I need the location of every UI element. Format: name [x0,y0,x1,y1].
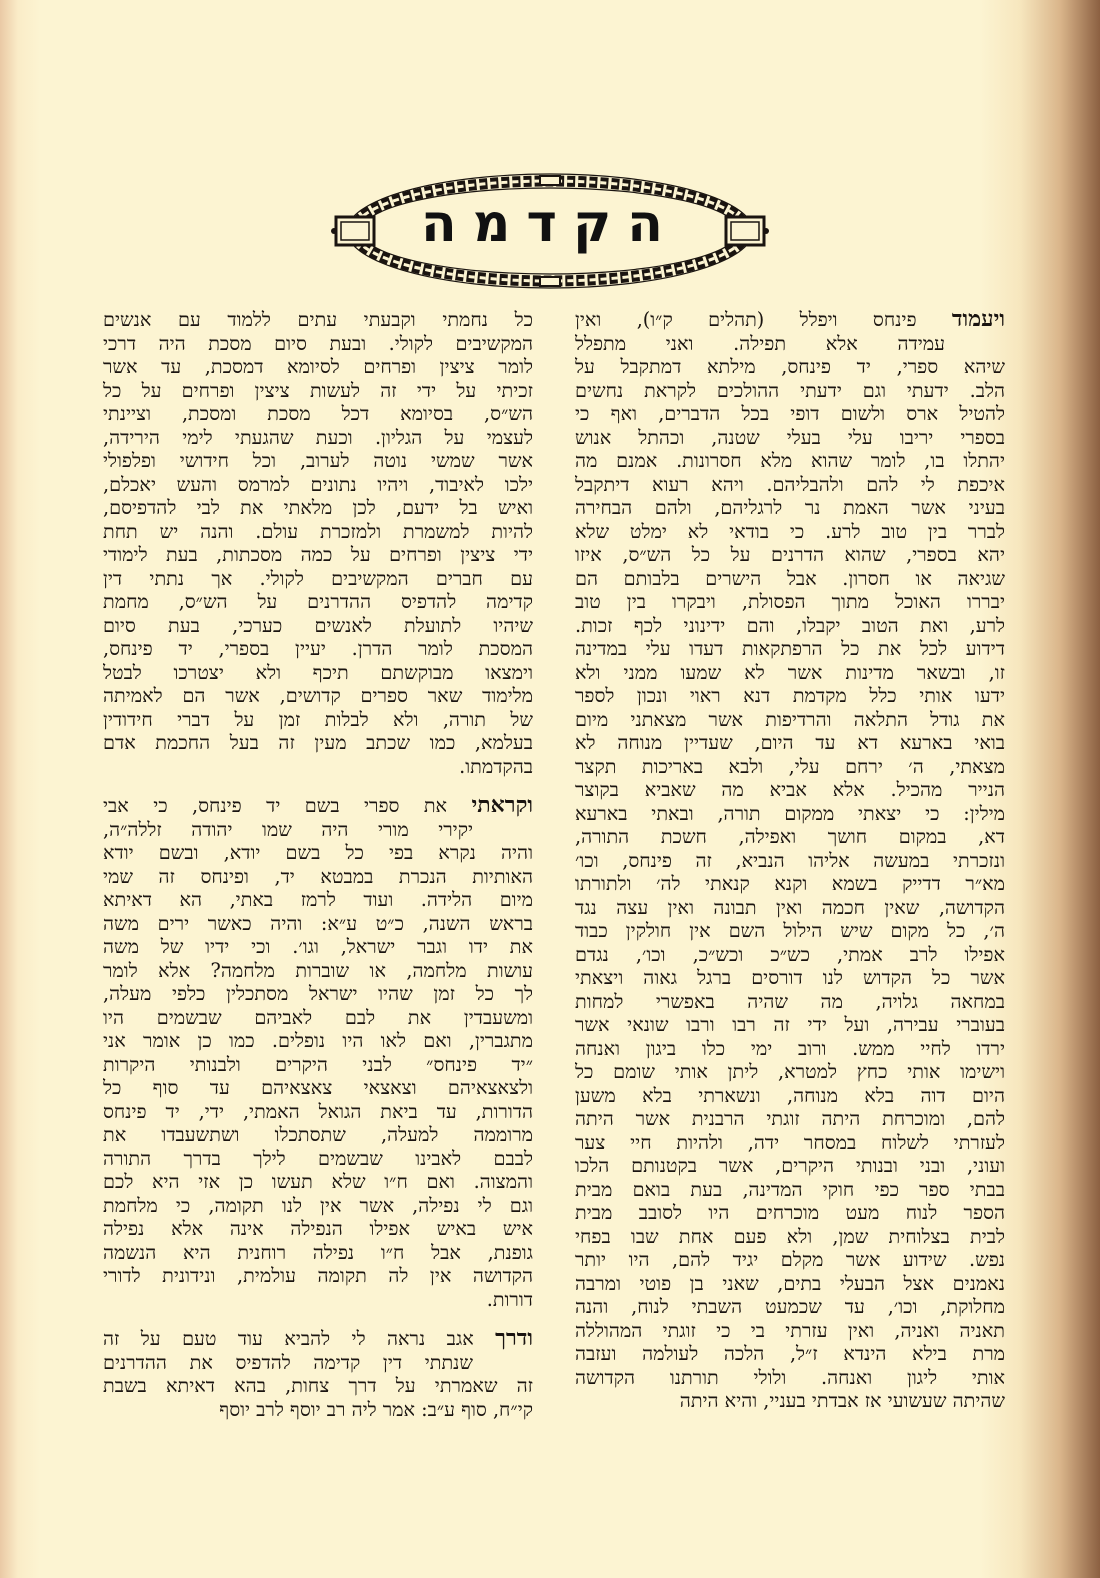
text-line: בואי בארעא דא עד היום, שעדיין מנוחה לא [575,731,1005,754]
text-line: הספר לנוח מעט מוכרחים היו לסובב מבית [575,1201,1005,1224]
text-line: תאניה ואניה, ואין עזרתי בי כי זוגתי המהוללה [575,1318,1005,1342]
text-line: והיה נקרא בפי כל בשם יודא, ובשם יודא [103,841,533,864]
text-line: מילין: כי יצאתי ממקום תורה, ובאתי בארעא [575,801,1005,825]
text-line: דא, במקום חושך ואפילה, חשכת התורה, [575,825,1005,848]
text-line: להטיל ארס ולשום דופי בכל הדברים, ואף כי [575,402,1005,425]
text-line: של תורה, ולא לבלות זמן על דברי חידודין [103,707,533,731]
text-line: וגם לי נפילה, אשר אין לנו תקומה, כי מלחמת [103,1193,533,1217]
text-line: איכפת לי להם ולהבליהם. ויהא רעוא דיתקבל [575,472,1005,496]
paragraph-lead-word: ודרך [495,1327,533,1351]
text-line: ונזכרתי במעשה אליהו הנביא, זה פינחס, וכו׳ [575,848,1005,872]
text-line: שיהא ספרי, יד פינחס, מילתא דמתקבל על [575,355,1005,378]
text-line: בעלמא, כמו שכתב מעין זה בעל החכמת אדם [103,731,533,754]
text-line: וישימו אותי כחץ למטרא, ליתן אותי שומם כל [575,1060,1005,1083]
text-line: ומשעבדין את לבם לאביהם שבשמים היו [103,1005,533,1029]
text-line: שגיאה או חסרון. אבל הישרים בלבותם הם [575,566,1005,590]
text-line: המסכת לומר הדרן. יעיין בספרי, יד פינחס, [103,637,533,660]
text-line [575,308,1005,332]
text-line: יבררו האוכל מתוך הפסולת, ויבקרו בין טוב [575,590,1005,613]
text-line: קי״ח, סוף ע״ב: אמר ליה רב יוסף לרב יוסף [219,1397,533,1421]
text-line: ילכו לאיבוד, ויהיו נתונים למרמס והעש יאכלם, [103,472,533,496]
text-line: את גודל התלאה והרדיפות אשר מצאתני מיום [575,707,1005,731]
text-line: איש באיש אפילו הנפילה אינה אלא נפילה [103,1217,533,1240]
paragraph [103,308,533,778]
text-line: אותי ליגון ואנחה. ולולי תורתנו הקדושה [575,1365,1005,1389]
text-line: יהא בספרי, שהוא הדרנים על כל הש״ס, איזו [575,543,1005,566]
text-line: עמידה אלא תפילה. ואני מתפלל [575,331,945,355]
text-line: המקשיבים לקולי. ובעת סיום מסכת היה דרכי [103,331,533,355]
line-text: אגב נראה לי להביא עוד טעם על זה [103,1327,474,1350]
text-line [103,794,533,818]
left-column [103,308,533,1437]
text-line: דידוע לכל את כל הרפתקאות דעדו עלי במדינה [575,637,1005,660]
text-line: עושות מלחמה, או שוברות מלחמה? אלא לומר [103,958,533,982]
text-line: לומר ציצין ופרחים לסיומא דמסכת, עד אשר [103,355,533,378]
text-line: הקדושה אין לה תקומה עולמית, ונידונית לדורי [103,1264,533,1287]
text-line: לעזרתי לשלוח במסחר ידה, ולהיות חיי צער [575,1130,1005,1154]
paragraph [103,1327,533,1421]
title-ornament-frame [330,170,770,292]
text-line: יקירי מורי היה שמו יהודה זללה״ה, [103,817,473,841]
text-line: כל נחמתי וקבעתי עתים ללמוד עם אנשים [103,308,533,331]
text-line: ידי ציצין ופרחים על כמה מסכתות, בעת לימודי [103,543,533,566]
text-line: ה׳, כל מקום שיש הילול השם אין חולקין כבוד [575,919,1005,942]
text-line: בספרי יריבו עלי בעלי שטנה, וכהתל אנוש [575,425,1005,449]
paragraph [103,794,533,1311]
text-line: בעוברי עבירה, ועל ידי זה רבו ורבו שונאי אשר [575,1013,1005,1036]
text-line: ואיש בל ידעם, לכן מלאתי את לבי להדפיסם, [103,496,533,519]
text-line: להיות למשמרת ולמזכרת עולם. והנה יש תחת [103,519,533,543]
text-line: זו, ובשאר מדינות אשר לא שמעו ממני ולא [575,660,1005,684]
text-line: בעיני אשר האמת נר לרגליהם, ולהם הבחירה [575,496,1005,519]
text-line: ולצאצאיהם וצאצאי צאצאיהם עד סוף כל [103,1076,533,1099]
text-line: לבית בצלוחית שמן, ולא פעם אחת שבו בפחי [575,1224,1005,1248]
text-line: אשר כל הקדוש לנו דורסים ברגל גאוה ויצאתי [575,966,1005,989]
text-line: נפש. שידוע אשר מקלם יגיד להם, היו יותר [575,1248,1005,1271]
text-line: לך כל זמן שהיו ישראל מסתכלין כלפי מעלה, [103,982,533,1005]
text-line: במחאה גלויה, מה שהיה באפשרי למחות [575,989,1005,1013]
text-line: מלימוד שאר ספרים קדושים, אשר הם לאמיתה [103,684,533,707]
page-title: הקדמה [421,194,679,254]
text-line: יהתלו בו, לומר שהוא מלא חסרונות. אמנם מה [575,449,1005,472]
text-line: מרוממה למעלה, שתסתכלו ושתשעבדו את [103,1123,533,1146]
text-line: והמצוה. ואם ח״ו שלא תעשו כן אזי היא לכם [103,1170,533,1193]
text-line: מא״ר דדייק בשמא וקנא קנאתי לה׳ ולתורתו [575,872,1005,895]
paragraph-lead-word: וקראתי [471,794,533,818]
text-line: שהיתה שעשועי אז אבדתי בעניי, והיא היתה [679,1389,1005,1412]
text-line: דורות. [486,1287,533,1311]
text-line: היום דוה בלא מנוחה, ונשארתי בלא משען [575,1083,1005,1107]
line-text: את ספרי בשם יד פינחס, כי אבי [103,794,448,817]
text-line: ירדו לחיי ממש. ורוב ימי כלו ביגון ואנחה [575,1036,1005,1060]
text-line: עם חברים המקשיבים לקולי. אך נתתי דין [103,566,533,590]
text-line: גופנת, אבל ח״ו נפילה רוחנית היא הנשמה [103,1240,533,1264]
text-line: אשר שמשי נוטה לערוב, וכל חידושי ופלפולי [103,449,533,472]
paragraph [575,308,1005,1413]
text-line: לעצמי על הגליון. וכעת שהגעתי לימי הירידה, [103,425,533,449]
text-line: לרע, ואת הטוב יקבלו, והם ידינוני לכף זכות. [575,613,1005,637]
paragraph-lead-word: ויעמוד [951,308,1005,332]
text-line: מתגברין, ואם לאו היו נופלים. כמו כן אומר אני [103,1029,533,1052]
text-line: את ידו וגבר ישראל, וגו׳. וכי ידיו של משה [103,935,533,958]
text-line: לבבם לאבינו שבשמים לילך בדרך התורה [103,1146,533,1170]
text-line: שנתתי דין קדימה להדפיס את ההדרנים [103,1350,473,1374]
text-line: מיום הלידה. ועוד לרמז באתי, הא דאיתא [103,888,533,911]
text-line: זה שאמרתי על דרך צחות, בהא דאיתא בשבת [103,1374,533,1397]
right-column [575,308,1005,1429]
text-line: להם, ומוכרחת היתה זוגתי הרבנית אשר היתה [575,1107,1005,1130]
text-line: לברר בין טוב לרע. כי בודאי לא ימלט שלא [575,519,1005,543]
text-line: אפילו לרב אמתי, כש״כ וכש״כ, וכו׳, נגדם [575,942,1005,966]
text-line: הדורות, עד ביאת הגואל האמתי, ידי, יד פינחס [103,1099,533,1123]
text-line: קדימה להדפיס ההדרנים על הש״ס, מחמת [103,590,533,613]
text-line: מצאתי, ה׳ ירחם עלי, ולבא באריכות תקצר [575,754,1005,778]
text-line: זכיתי על ידי זה לעשות ציצין ופרחים על כל [103,378,533,402]
text-line [103,1327,533,1351]
text-line: ״יד פינחס״ לבני היקרים ולבנותי היקרות [103,1052,533,1076]
text-line: מחלוקת, וכו׳, עד שכמעט השבתי לנוח, והנה [575,1295,1005,1318]
text-line: בבתי ספר כפי חוקי המדינה, בעת בואם מבית [575,1177,1005,1201]
text-line: שיהיו לתועלת לאנשים כערכי, בעת סיום [103,613,533,637]
line-text: פינחס ויפלל (תהלים ק״ו), ואין [575,308,917,331]
text-line: נאמנים אצל הבעלי בתים, שאני בן פוטי ומרבה [575,1271,1005,1295]
text-line: הקדושה, שאין חכמה ואין תבונה ואין עצה נגד [575,895,1005,919]
text-line: הש״ס, בסיומא דכל מסכת ומסכת, וציינתי [103,402,533,425]
text-line: מרת בילא הינדא ז״ל, הלכה לעולמה ועזבה [575,1342,1005,1365]
text-line: וימצאו מבוקשתם תיכף ולא יצטרכו לבטל [103,660,533,684]
text-line: בראש השנה, כ״ט ע״א: והיה כאשר ירים משה [103,911,533,935]
text-line: הלב. ידעתי וגם ידעתי ההולכים לקראת נחשים [575,378,1005,402]
text-line: ידעו אותי כלל מקדמת דנא ראוי ונכון לספר [575,684,1005,707]
text-line: בהקדמתו. [459,754,533,778]
text-line: ועוני, ובני ובנותי היקרים, אשר בקטנותם הלכו [575,1154,1005,1177]
text-line: האותיות הנכרת במבטא יד, ופינחס זה שמי [103,864,533,888]
text-line: הנייר מהכיל. אלא אביא מה שאביא בקוצר [575,778,1005,801]
